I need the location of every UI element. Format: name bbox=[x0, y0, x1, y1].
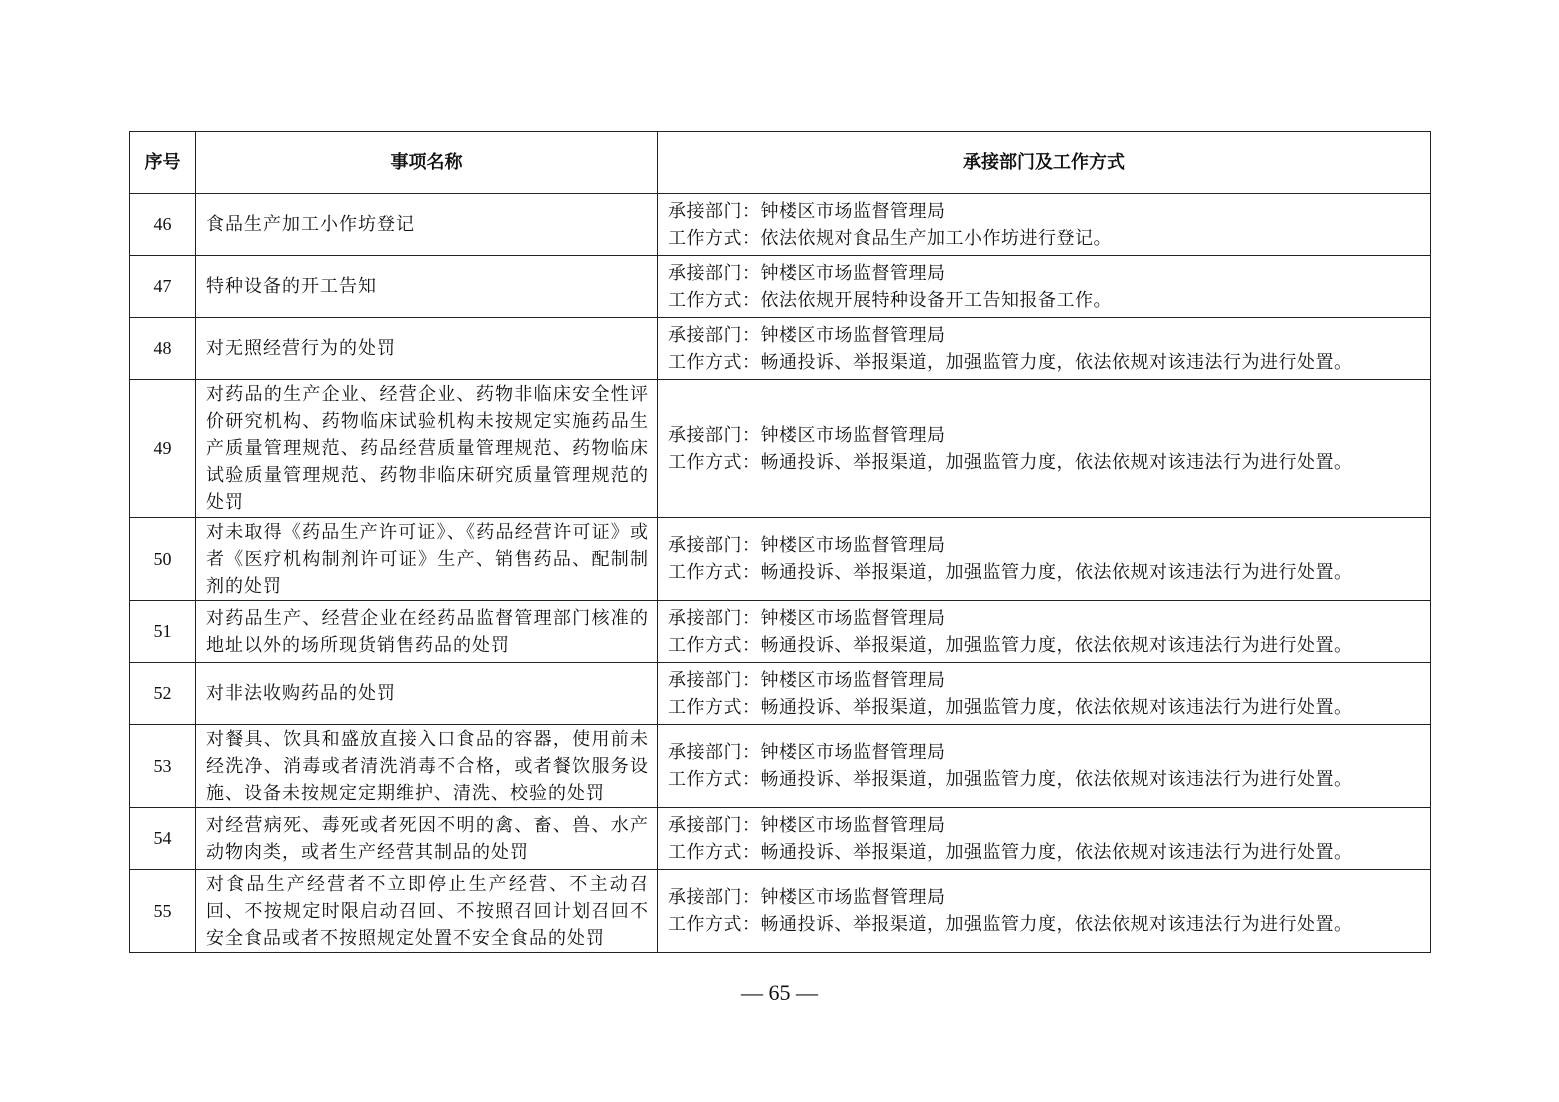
undertaking-department: 承接部门：钟楼区市场监督管理局 bbox=[668, 200, 946, 222]
dept-cell bbox=[658, 663, 1431, 725]
table-row bbox=[130, 194, 1431, 256]
row-number: 47 bbox=[130, 256, 196, 318]
table-row bbox=[130, 318, 1431, 380]
item-name: 特种设备的开工告知 bbox=[196, 256, 658, 318]
working-method: 工作方式：依法依规开展特种设备开工告知报备工作。 bbox=[668, 289, 1112, 311]
working-method: 工作方式：畅通投诉、举报渠道，加强监管力度，依法依规对该违法行为进行处置。 bbox=[668, 914, 1353, 935]
items-table bbox=[129, 131, 1431, 953]
item-name: 对非法收购药品的处罚 bbox=[196, 663, 658, 725]
working-method: 工作方式：畅通投诉、举报渠道，加强监管力度，依法依规对该违法行为进行处置。 bbox=[668, 562, 1353, 583]
item-name: 对餐具、饮具和盛放直接入口食品的容器，使用前未经洗净、消毒或者清洗消毒不合格，或者餐饮服务设施、设备未按规定定期维护、清洗、校验的处罚 bbox=[196, 725, 658, 808]
row-number: 53 bbox=[130, 725, 196, 808]
working-method: 工作方式：畅通投诉、举报渠道，加强监管力度，依法依规对该违法行为进行处置。 bbox=[668, 696, 1353, 718]
undertaking-department: 承接部门：钟楼区市场监督管理局 bbox=[668, 424, 946, 446]
item-name: 对食品生产经营者不立即停止生产经营、不主动召回、不按规定时限启动召回、不按照召回计划召回不安全食品或者不按照规定处置不安全食品的处罚 bbox=[196, 870, 658, 953]
row-number: 49 bbox=[130, 380, 196, 518]
table-row bbox=[130, 256, 1431, 318]
header-no: 序号 bbox=[130, 132, 196, 194]
dept-cell bbox=[658, 194, 1431, 256]
undertaking-department: 承接部门：钟楼区市场监督管理局 bbox=[668, 535, 946, 556]
item-name: 对经营病死、毒死或者死因不明的禽、畜、兽、水产动物肉类，或者生产经营其制品的处罚 bbox=[196, 808, 658, 870]
item-name: 对药品的生产企业、经营企业、药物非临床安全性评价研究机构、药物临床试验机构未按规定实施药品生产质量管理规范、药品经营质量管理规范、药物临床试验质量管理规范、药物非临床研究质量管理规范的处罚 bbox=[196, 380, 658, 518]
page-number: — 65 — bbox=[741, 980, 818, 1005]
item-name: 对无照经营行为的处罚 bbox=[196, 318, 658, 380]
row-number: 54 bbox=[130, 808, 196, 870]
undertaking-department: 承接部门：钟楼区市场监督管理局 bbox=[668, 607, 946, 629]
dept-cell bbox=[658, 318, 1431, 380]
table-row bbox=[130, 725, 1431, 808]
item-name: 对药品生产、经营企业在经药品监督管理部门核准的地址以外的场所现货销售药品的处罚 bbox=[196, 601, 658, 663]
undertaking-department: 承接部门：钟楼区市场监督管理局 bbox=[668, 324, 946, 346]
table-row bbox=[130, 870, 1431, 953]
dept-cell bbox=[658, 870, 1431, 953]
dept-cell bbox=[658, 380, 1431, 518]
working-method: 工作方式：畅通投诉、举报渠道，加强监管力度，依法依规对该违法行为进行处置。 bbox=[668, 451, 1353, 473]
item-name: 对未取得《药品生产许可证》、《药品经营许可证》或者《医疗机构制剂许可证》生产、销售药品、配制制剂的处罚 bbox=[196, 518, 658, 601]
row-number: 46 bbox=[130, 194, 196, 256]
table-row bbox=[130, 663, 1431, 725]
row-number: 51 bbox=[130, 601, 196, 663]
table-row bbox=[130, 380, 1431, 518]
undertaking-department: 承接部门：钟楼区市场监督管理局 bbox=[668, 887, 946, 908]
dept-cell bbox=[658, 725, 1431, 808]
working-method: 工作方式：畅通投诉、举报渠道，加强监管力度，依法依规对该违法行为进行处置。 bbox=[668, 634, 1353, 656]
table-row bbox=[130, 601, 1431, 663]
undertaking-department: 承接部门：钟楼区市场监督管理局 bbox=[668, 742, 946, 763]
dept-cell bbox=[658, 808, 1431, 870]
working-method: 工作方式：畅通投诉、举报渠道，加强监管力度，依法依规对该违法行为进行处置。 bbox=[668, 841, 1353, 863]
working-method: 工作方式：依法依规对食品生产加工小作坊进行登记。 bbox=[668, 227, 1112, 249]
undertaking-department: 承接部门：钟楼区市场监督管理局 bbox=[668, 262, 946, 284]
header-dept: 承接部门及工作方式 bbox=[658, 132, 1431, 194]
dept-cell bbox=[658, 601, 1431, 663]
row-number: 50 bbox=[130, 518, 196, 601]
table-row bbox=[130, 808, 1431, 870]
working-method: 工作方式：畅通投诉、举报渠道，加强监管力度，依法依规对该违法行为进行处置。 bbox=[668, 351, 1353, 373]
undertaking-department: 承接部门：钟楼区市场监督管理局 bbox=[668, 814, 946, 836]
item-name: 食品生产加工小作坊登记 bbox=[196, 194, 658, 256]
undertaking-department: 承接部门：钟楼区市场监督管理局 bbox=[668, 669, 946, 691]
working-method: 工作方式：畅通投诉、举报渠道，加强监管力度，依法依规对该违法行为进行处置。 bbox=[668, 769, 1353, 790]
header-name: 事项名称 bbox=[196, 132, 658, 194]
table-header-row bbox=[130, 132, 1431, 194]
row-number: 55 bbox=[130, 870, 196, 953]
row-number: 48 bbox=[130, 318, 196, 380]
dept-cell bbox=[658, 256, 1431, 318]
row-number: 52 bbox=[130, 663, 196, 725]
table-row bbox=[130, 518, 1431, 601]
dept-cell bbox=[658, 518, 1431, 601]
